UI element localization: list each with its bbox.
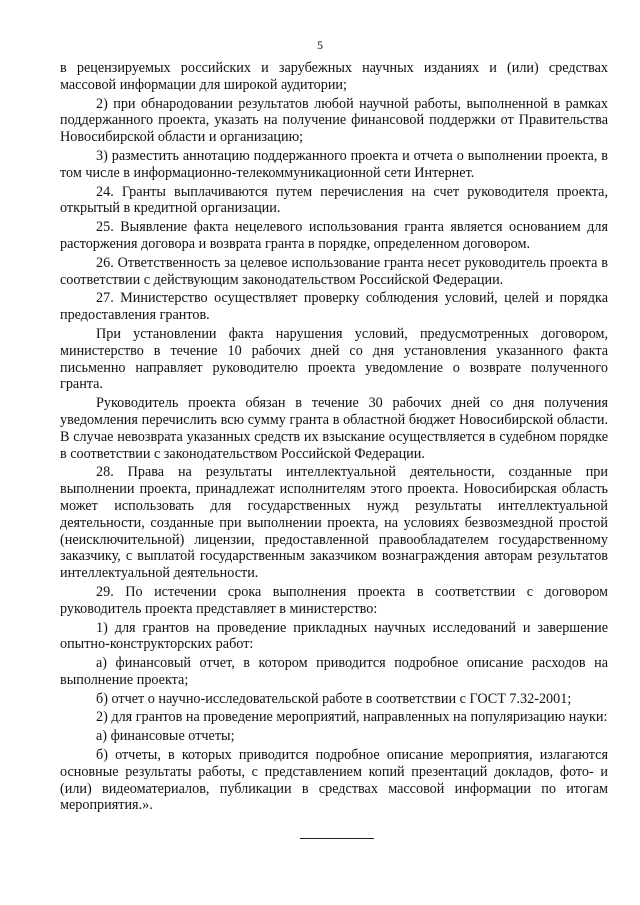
paragraph-29-item-2b: б) отчеты, в которых приводится подробное описание мероприятия, излагаются основные результаты работы, с представлением копий презентаций докладов, фото- и (или) видеоматериалов, публикации в средствах массовой информации по итогам мероприятия.».	[60, 747, 608, 814]
paragraph-item-2: 2) при обнародовании результатов любой научной работы, выполненной в рамках поддержанного проекта, указать на получение финансовой поддержки от Правительства Новосибирской области и организацию;	[60, 95, 608, 146]
paragraph-continuation: в рецензируемых российских и зарубежных научных изданиях и (или) средствах массовой информации для широкой аудитории;	[60, 60, 608, 93]
paragraph-29-item-1b: б) отчет о научно-исследовательской работе в соответствии с ГОСТ 7.32-2001;	[96, 690, 572, 707]
paragraph-27: 27. Министерство осуществляет проверку соблюдения условий, целей и порядка предоставления грантов.	[60, 290, 608, 324]
paragraph-24: 24. Гранты выплачиваются путем перечисления на счет руководителя проекта, открытый в кредитной организации.	[60, 183, 608, 217]
paragraph-27-refund: Руководитель проекта обязан в течение 30 рабочих дней со дня получения уведомления перечислить всю сумму гранта в областной бюджет Новосибирской области. В случае невозврата указанных средств их взыскание осуществляется в судебном порядке в соответствии с законодательством Российской Федерации.	[60, 395, 608, 462]
paragraph-29-item-2a: а) финансовые отчеты;	[96, 728, 235, 745]
paragraph-26: 26. Ответственность за целевое использование гранта несет руководитель проекта в соответствии с действующим законодательством Российской Федерации.	[60, 254, 608, 288]
paragraph-29: 29. По истечении срока выполнения проекта в соответствии с договором руководитель проекта представляет в министерство:	[60, 583, 608, 617]
end-divider	[300, 838, 374, 839]
paragraph-29-item-1: 1) для грантов на проведение прикладных научных исследований и завершение опытно-конструкторских работ:	[60, 619, 608, 653]
paragraph-25: 25. Выявление факта нецелевого использования гранта является основанием для расторжения договора и возврата гранта в порядке, определенном договором.	[60, 219, 608, 252]
paragraph-item-3: 3) разместить аннотацию поддержанного проекта и отчета о выполнении проекта, в том числе в информационно-телекоммуникационной сети Интернет.	[60, 147, 608, 181]
document-body	[60, 60, 608, 816]
paragraph-29-item-1a: а) финансовый отчет, в котором приводится подробное описание расходов на выполнение проекта;	[60, 655, 608, 688]
paragraph-29-item-2: 2) для грантов на проведение мероприятий, направленных на популяризацию науки:	[96, 709, 608, 726]
page-number: 5	[317, 38, 323, 52]
paragraph-28: 28. Права на результаты интеллектуальной деятельности, созданные при выполнении проекта, принадлежат исполнителям этого проекта. Новосибирская область может использовать для государственных нужд результаты интеллектуальной деятельности, созданные при выполнении проекта, на условиях безвозмездной простой (неисключительной) лицензии, предоставленной правообладателем государственному заказчику, с выплатой государственным заказчиком вознаграждения авторам результатов интеллектуальной деятельности.	[60, 464, 608, 582]
paragraph-27-violation: При установлении факта нарушения условий, предусмотренных договором, министерство в течение 10 рабочих дней со дня установления указанного факта письменно направляет руководителю проекта уведомление о возврате полученного гранта.	[60, 325, 608, 393]
